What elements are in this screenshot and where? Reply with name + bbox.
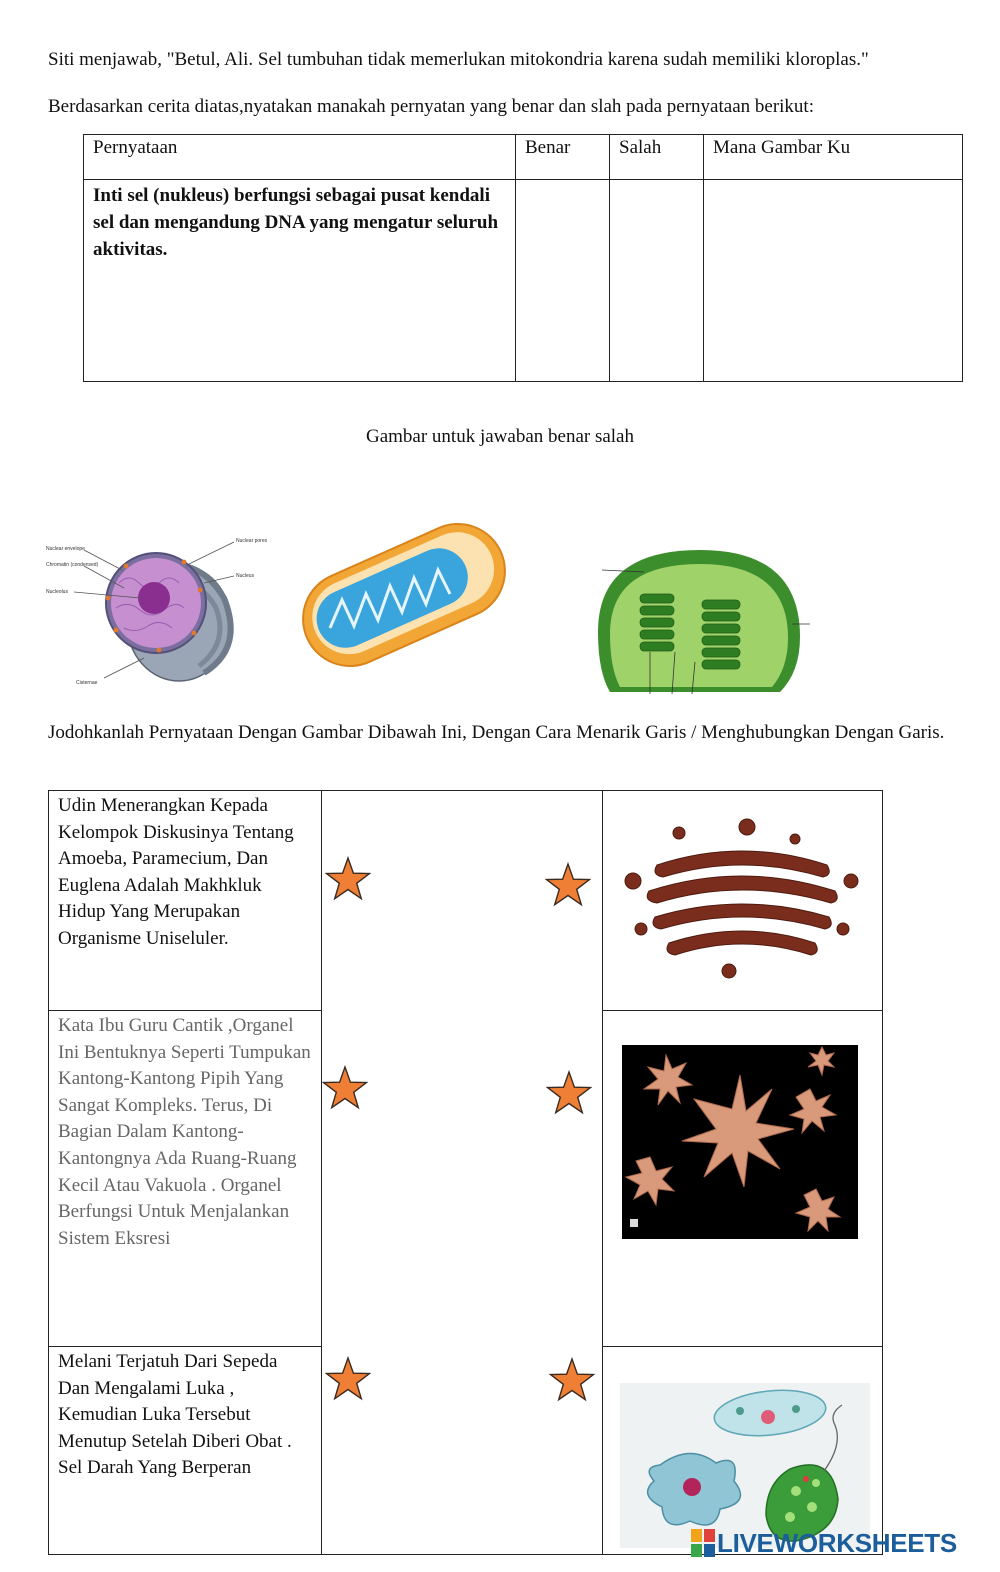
label-nuclear-pores: Nuclear pores [236,538,268,544]
intro-line-2: Berdasarkan cerita diatas,nyatakan manakah pernyatan yang benar dan slah pada pernyataan berikut: [48,96,814,117]
label-nucleolus: Nucleolus [46,589,68,595]
matching-instruction: Jodohkanlah Pernyataan Dengan Gambar Dibawah Ini, Dengan Cara Menarik Garis / Menghubungkan Dengan Garis. [48,722,945,743]
liveworksheets-logo-icon [690,1528,716,1558]
liveworksheets-logo-text: LIVEWORKSHEETS [717,1527,957,1558]
star-left-2[interactable] [322,1065,368,1111]
golgi-apparatus-image[interactable] [619,811,865,981]
protists-image[interactable] [620,1383,870,1548]
header-pernyataan: Pernyataan [84,135,516,180]
mitochondria-image[interactable] [290,508,518,668]
header-mana-gambar: Mana Gambar Ku [704,135,963,180]
label-cisternae: Cisternae [76,680,98,686]
true-false-table [83,134,963,382]
header-salah: Salah [610,135,704,180]
nucleus-diagram-image[interactable] [44,528,274,688]
statement-cell: Inti sel (nukleus) berfungsi sebagai pusat kendali sel dan mengandung DNA yang mengatur seluruh aktivitas. [84,180,516,382]
match-image-cell-1 [603,791,883,1011]
platelets-image[interactable] [622,1045,858,1239]
chloroplast-image[interactable] [580,542,810,700]
image-caption: Gambar untuk jawaban benar salah [365,426,634,447]
salah-answer-cell[interactable] [610,180,704,382]
matching-table [48,790,883,1555]
header-benar: Benar [516,135,610,180]
star-right-2[interactable] [546,1070,592,1116]
liveworksheets-logo[interactable] [690,1526,957,1560]
label-chromatin: Chromatin (condensed) [46,562,99,568]
benar-answer-cell[interactable] [516,180,610,382]
star-right-1[interactable] [545,862,591,908]
star-right-3[interactable] [549,1357,595,1403]
statement-2: Kata Ibu Guru Cantik ,Organel Ini Bentuknya Seperti Tumpukan Kantong-Kantong Pipih Yang Sangat Kompleks. Terus, Di Bagian Dalam Kantong-Kantongnya Ada Ruang-Ruang Kecil Atau Vakuola . Organel Berfungsi Untuk Menjalankan Sistem Eksresi [58,1015,311,1249]
statement-3: Melani Terjatuh Dari Sepeda Dan Mengalami Luka , Kemudian Luka Tersebut Menutup Setelah Diberi Obat . Sel Darah Yang Berperan [58,1351,292,1479]
image-answer-cell[interactable] [704,180,963,382]
intro-line-1: Siti menjawab, "Betul, Ali. Sel tumbuhan tidak memerlukan mitokondria karena sudah memiliki kloroplas." [48,49,869,70]
match-image-cell-3 [603,1347,883,1555]
statement-1: Udin Menerangkan Kepada Kelompok Diskusinya Tentang Amoeba, Paramecium, Dan Euglena Adalah Makhkluk Hidup Yang Merupakan Organisme Uniseluler. [58,795,294,949]
star-left-3[interactable] [325,1356,371,1402]
match-image-cell-2 [603,1011,883,1347]
star-left-1[interactable] [325,856,371,902]
label-nucleus: Nucleus [236,573,255,579]
label-nuclear-envelope: Nuclear envelope [46,546,85,552]
